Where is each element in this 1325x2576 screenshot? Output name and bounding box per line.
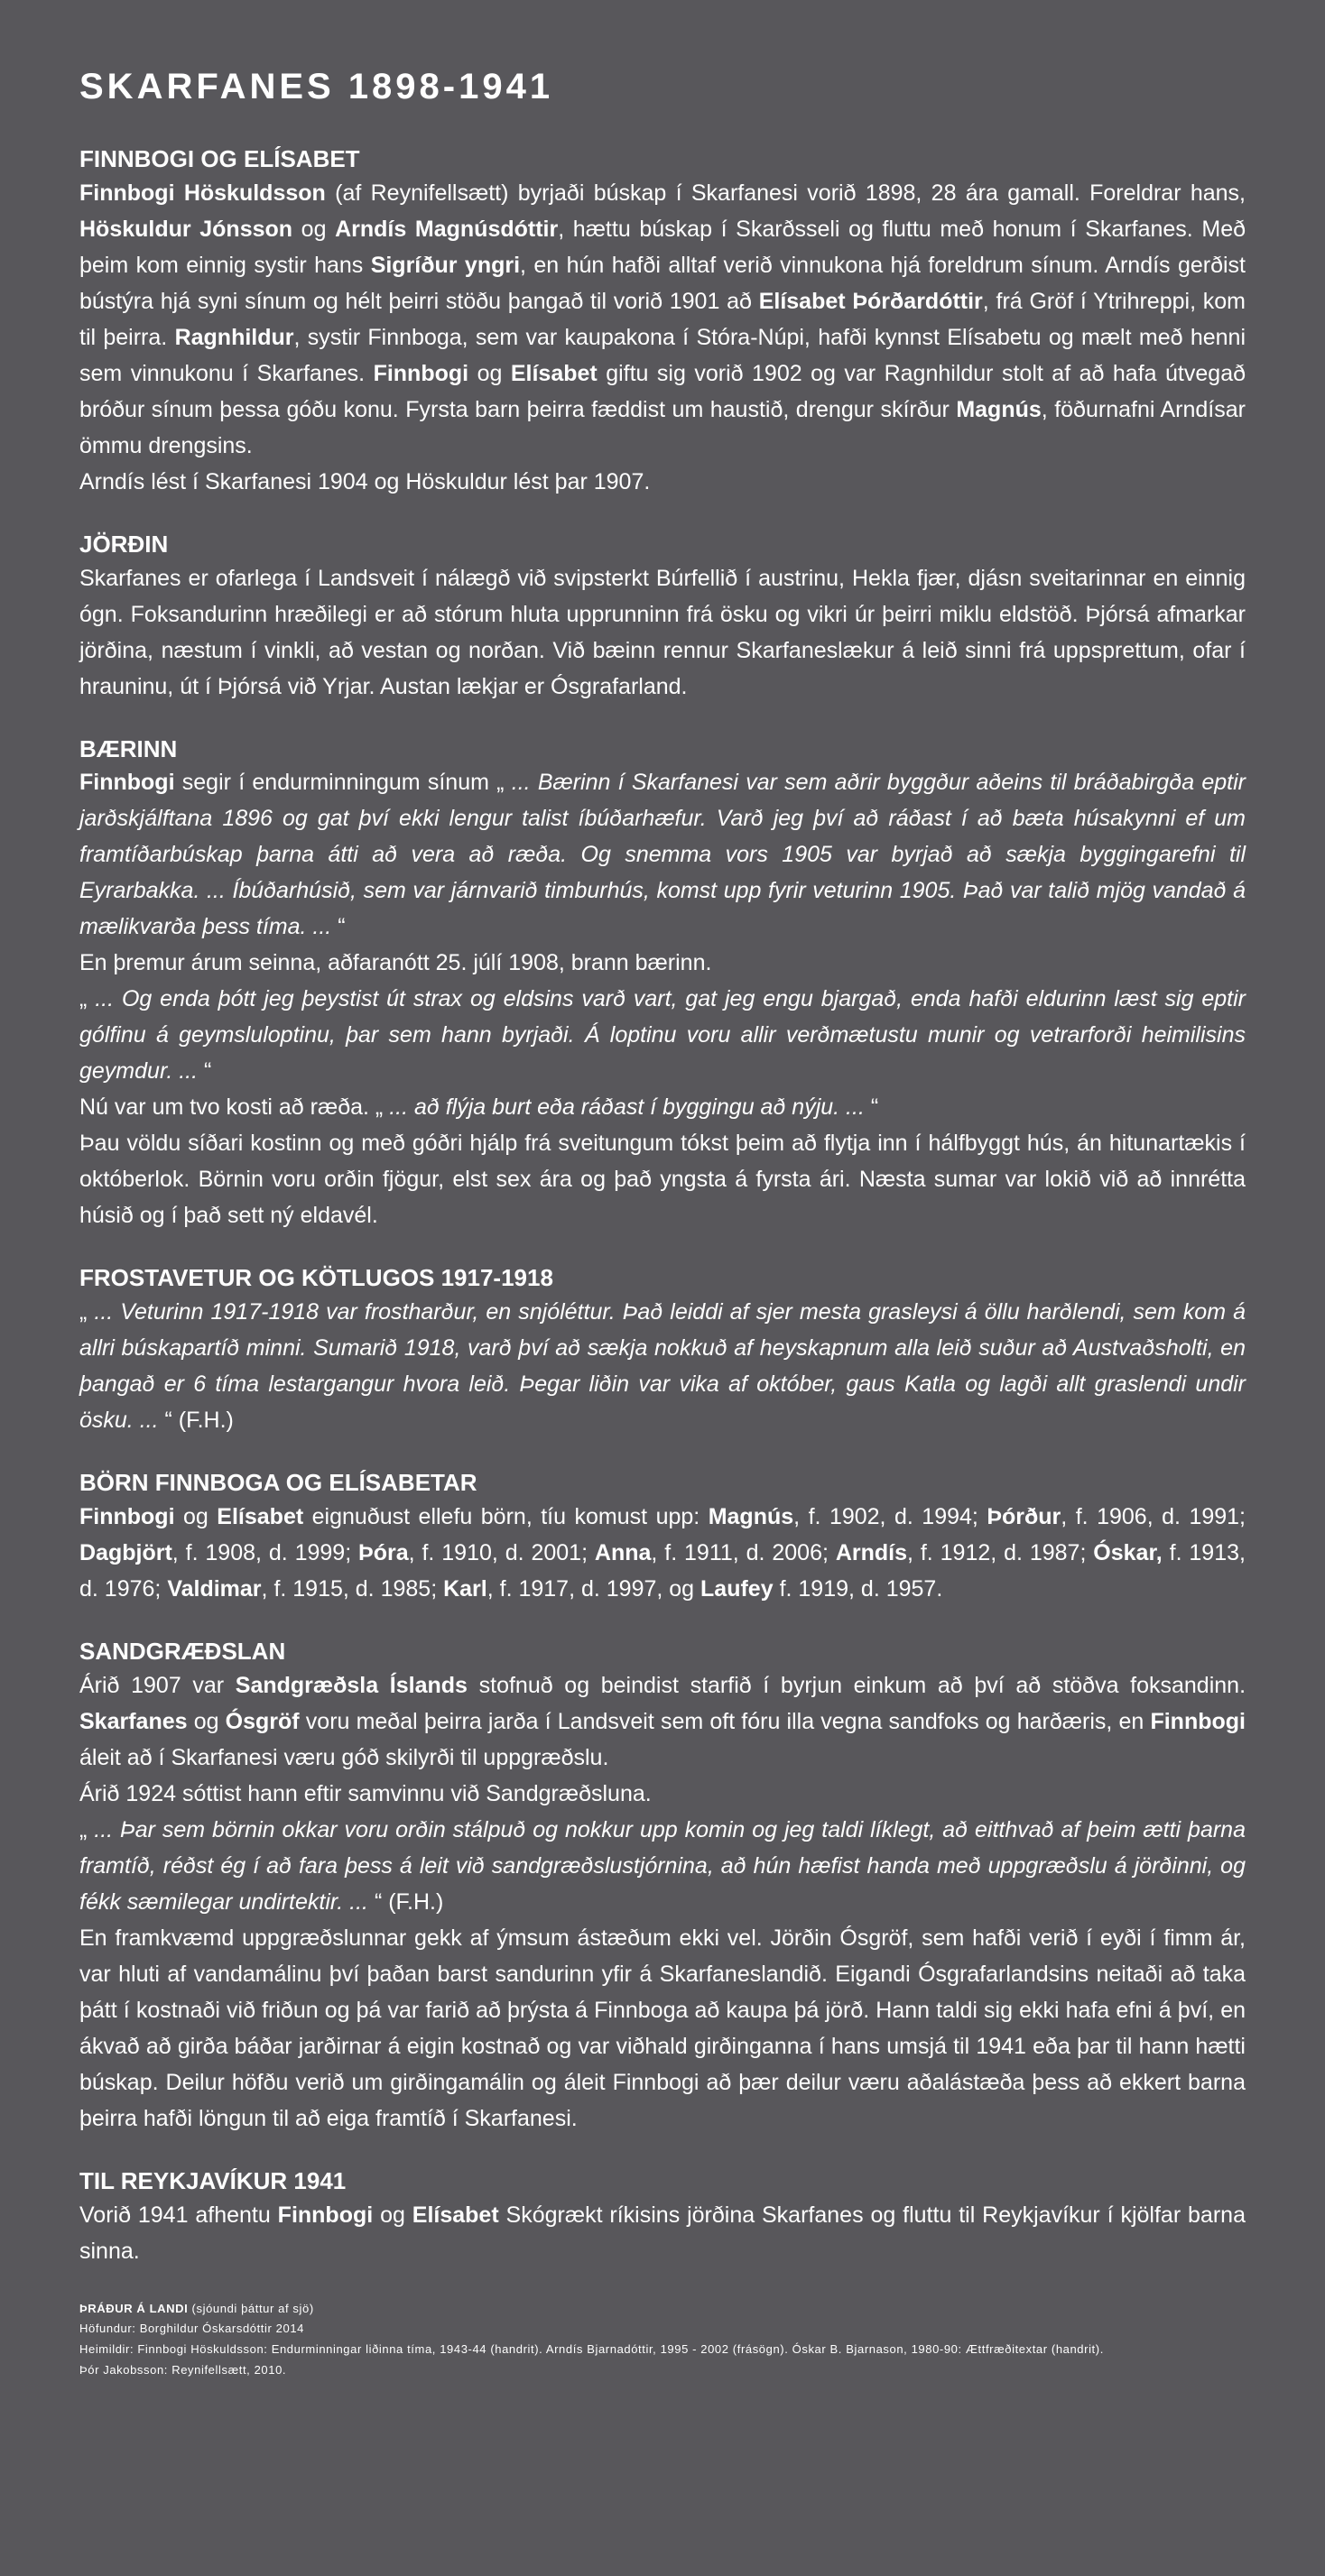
section-heading: SANDGRÆÐSLAN <box>79 1637 286 1665</box>
credits <box>79 2299 1246 2381</box>
section-baerinn <box>79 734 1246 1234</box>
paragraph: Finnbogi segir í endurminningum sínum „ ... Bærinn í Skarfanesi var sem aðrir byggður aðeins til bráðabirgða eptir jarðskjálftana 1896 og gat því ekki lengur talist íbúðarhæfur. Varð jeg því að ráðast í að bæta húsakynni ef um framtíðarbúskap þarna átti að vera að ræða. Og snemma vors 1905 var byrjað að sækja byggingarefni til Eyrarbakka. ... Íbúðarhúsið, sem var járnvarið timburhús, komst upp fyrir veturinn 1905. Það var talið mjög vandað á mælikvarða þess tíma. ... “ <box>79 770 1246 940</box>
section-sandgraedslan <box>79 1637 1246 2137</box>
paragraph: Árið 1907 var Sandgræðsla Íslands stofnuð og beindist starfið í byrjun einkum að því að stöðva foksandinn. Skarfanes og Ósgröf voru meðal þeirra jarða í Landsveit sem oft fóru illa vegna sandfoks og harðæris, en Finnbogi áleit að í Skarfanesi væru góð skilyrði til uppgræðslu. <box>79 1672 1246 1770</box>
paragraph: Árið 1924 sóttist hann eftir samvinnu við Sandgræðsluna. <box>79 1780 652 1806</box>
paragraph: „ ... Og enda þótt jeg þeystist út strax og eldsins varð vart, gat jeg engu bjargað, enda hafði eldurinn læst sig eptir gólfinu á geymsluloptinu, þar sem hann byrjaði. Á loptinu voru allir verðmætustu munir og vetrarforði heimilisins geymdur. ... “ <box>79 986 1246 1085</box>
section-heading: BÆRINN <box>79 734 178 762</box>
section-jordin <box>79 530 1246 705</box>
section-heading: JÖRÐIN <box>79 530 169 558</box>
section-frostavetur <box>79 1263 1246 1438</box>
paragraph: Finnbogi og Elísabet eignuðust ellefu börn, tíu komust upp: Magnús, f. 1902, d. 1994; Þórður, f. 1906, d. 1991; Dagbjört, f. 1908, d. 1999; Þóra, f. 1910, d. 2001; Anna, f. 1911, d. 2006; Arndís, f. 1912, d. 1987; Óskar, f. 1913, d. 1976; Valdimar, f. 1915, d. 1985; Karl, f. 1917, d. 1997, og Laufey f. 1919, d. 1957. <box>79 1503 1246 1602</box>
paragraph: Skarfanes er ofarlega í Landsveit í nálægð við svipsterkt Búrfellið í austrinu, Hekla fjær, djásn sveitarinnar en einnig ógn. Foksandurinn hræðilegi er að stórum hluta upprunninn frá ösku og vikri úr þeirri miklu eldstöð. Þjórsá afmarkar jörðina, næstum í vinkli, að vestan og norðan. Við bæinn rennur Skarfaneslækur á leið sinni frá uppsprettum, ofar í hrauninu, út í Þjórsá við Yrjar. Austan lækjar er Ósgrafarland. <box>79 565 1246 699</box>
credits-author: Höfundur: Borghildur Óskarsdóttir 2014 <box>79 2322 304 2336</box>
paragraph: Arndís lést í Skarfanesi 1904 og Höskuldur lést þar 1907. <box>79 468 651 494</box>
section-heading: FINNBOGI OG ELÍSABET <box>79 145 360 172</box>
section-heading: BÖRN FINNBOGA OG ELÍSABETAR <box>79 1469 477 1497</box>
credits-sources: Þór Jakobsson: Reynifellsætt, 2010. <box>79 2362 287 2377</box>
page-title: SKARFANES 1898-1941 <box>79 67 554 106</box>
paragraph: En þremur árum seinna, aðfaranótt 25. júlí 1908, brann bærinn. <box>79 950 712 976</box>
section-heading: FROSTAVETUR OG KÖTLUGOS 1917-1918 <box>79 1264 553 1292</box>
paragraph: En framkvæmd uppgræðslunnar gekk af ýmsum ástæðum ekki vel. Jörðin Ósgröf, sem hafði verið í eyði í fimm ár, var hluti af vandamálinu því þaðan barst sandurinn yfir á Skarfaneslandið. Eigandi Ósgrafarlandsins neitaði að taka þátt í kostnaði við friðun og þá var farið að þrýsta á Finnboga að kaupa þá jörð. Hann taldi sig ekki hafa efni á því, en ákvað að girða báðar jarðirnar á eigin kostnað og var viðhald girðinganna í hans umsjá til 1941 eða þar til hann hætti búskap. Deilur höfðu verið um girðingamálin og áleit Finnbogi að þær deilur væru aðalástæða þess að ekkert barna þeirra hafði löngun til að eiga framtíð í Skarfanesi. <box>79 1925 1246 2131</box>
paragraph: Nú var um tvo kosti að ræða. „ ... að flýja burt eða ráðast í byggingu að nýju. ... “ <box>79 1094 879 1121</box>
credits-series: ÞRÁÐUR Á LANDI (sjóundi þáttur af sjö) <box>79 2301 314 2315</box>
section-born <box>79 1468 1246 1607</box>
paragraph: Finnbogi Höskuldsson (af Reynifellsætt) byrjaði búskap í Skarfanesi vorið 1898, 28 ára gamall. Foreldrar hans, Höskuldur Jónsson og Arndís Magnúsdóttir, hættu búskap í Skarðsseli og fluttu með honum í Skarfanes. Með þeim kom einnig systir hans Sigríður yngri, en hún hafði alltaf verið vinnukona hjá foreldrum sínum. Arndís gerðist bústýra hjá syni sínum og hélt þeirri stöðu þangað til vorið 1901 að Elísabet Þórðardóttir, frá Gröf í Ytrihreppi, kom til þeirra. Ragnhildur, systir Finnboga, sem var kaupakona í Stóra-Núpi, hafði kynnst Elísabetu og mælt með henni sem vinnukonu í Skarfanes. Finnbogi og Elísabet giftu sig vorið 1902 og var Ragnhildur stolt af að hafa útvegað bróður sínum þessa góðu konu. Fyrsta barn þeirra fæddist um haustið, drengur skírður Magnús, föðurnafni Arndísar ömmu drengsins. <box>79 180 1246 458</box>
section-finnbogi-og-elisabet <box>79 144 1246 500</box>
paragraph: „ ... Þar sem börnin okkar voru orðin stálpuð og nokkur upp komin og jeg taldi líklegt, að eitthvað af þeim ætti þarna framtíð, réðst ég í að fara þess á leit við sandgræðslustjórnina, að hún hæfist handa með uppgræðslu á jörðinni, og fékk sæmilegar undirtektir. ... “ (F.H.) <box>79 1816 1246 1915</box>
paragraph: „ ... Veturinn 1917-1918 var frostharður, en snjóléttur. Það leiddi af sjer mesta grasleysi á öllu harðlendi, sem kom á allri búskapartíð minni. Sumarið 1918, varð því að sækja nokkuð af heyskapnum alla leið suður að Austvaðsholti, en þangað er 6 tíma lestargangur hvora leið. Þegar liðin var vika af október, gaus Katla og lagði allt graslendi undir ösku. ... “ (F.H.) <box>79 1299 1246 1434</box>
section-heading: TIL REYKJAVÍKUR 1941 <box>79 2166 347 2194</box>
section-til-reykjavikur <box>79 2166 1246 2269</box>
paragraph: Þau völdu síðari kostinn og með góðri hjálp frá sveitungum tókst þeim að flytja inn í hálfbyggt hús, án hitunartækis í októberlok. Börnin voru orðin fjögur, elst sex ára og það yngsta á fyrsta ári. Næsta sumar var lokið við að innrétta húsið og í það sett ný eldavél. <box>79 1131 1246 1229</box>
credits-sources: Heimildir: Finnbogi Höskuldsson: Endurminningar liðinna tíma, 1943-44 (handrit). Arndís Bjarnadóttir, 1995 - 2002 (frásögn). Óskar B. Bjarnason, 1980-90: Ættfræðitextar (handrit). <box>79 2342 1104 2357</box>
paragraph: Vorið 1941 afhentu Finnbogi og Elísabet Skógrækt ríkisins jörðina Skarfanes og fluttu til Reykjavíkur í kjölfar barna sinna. <box>79 2202 1246 2264</box>
